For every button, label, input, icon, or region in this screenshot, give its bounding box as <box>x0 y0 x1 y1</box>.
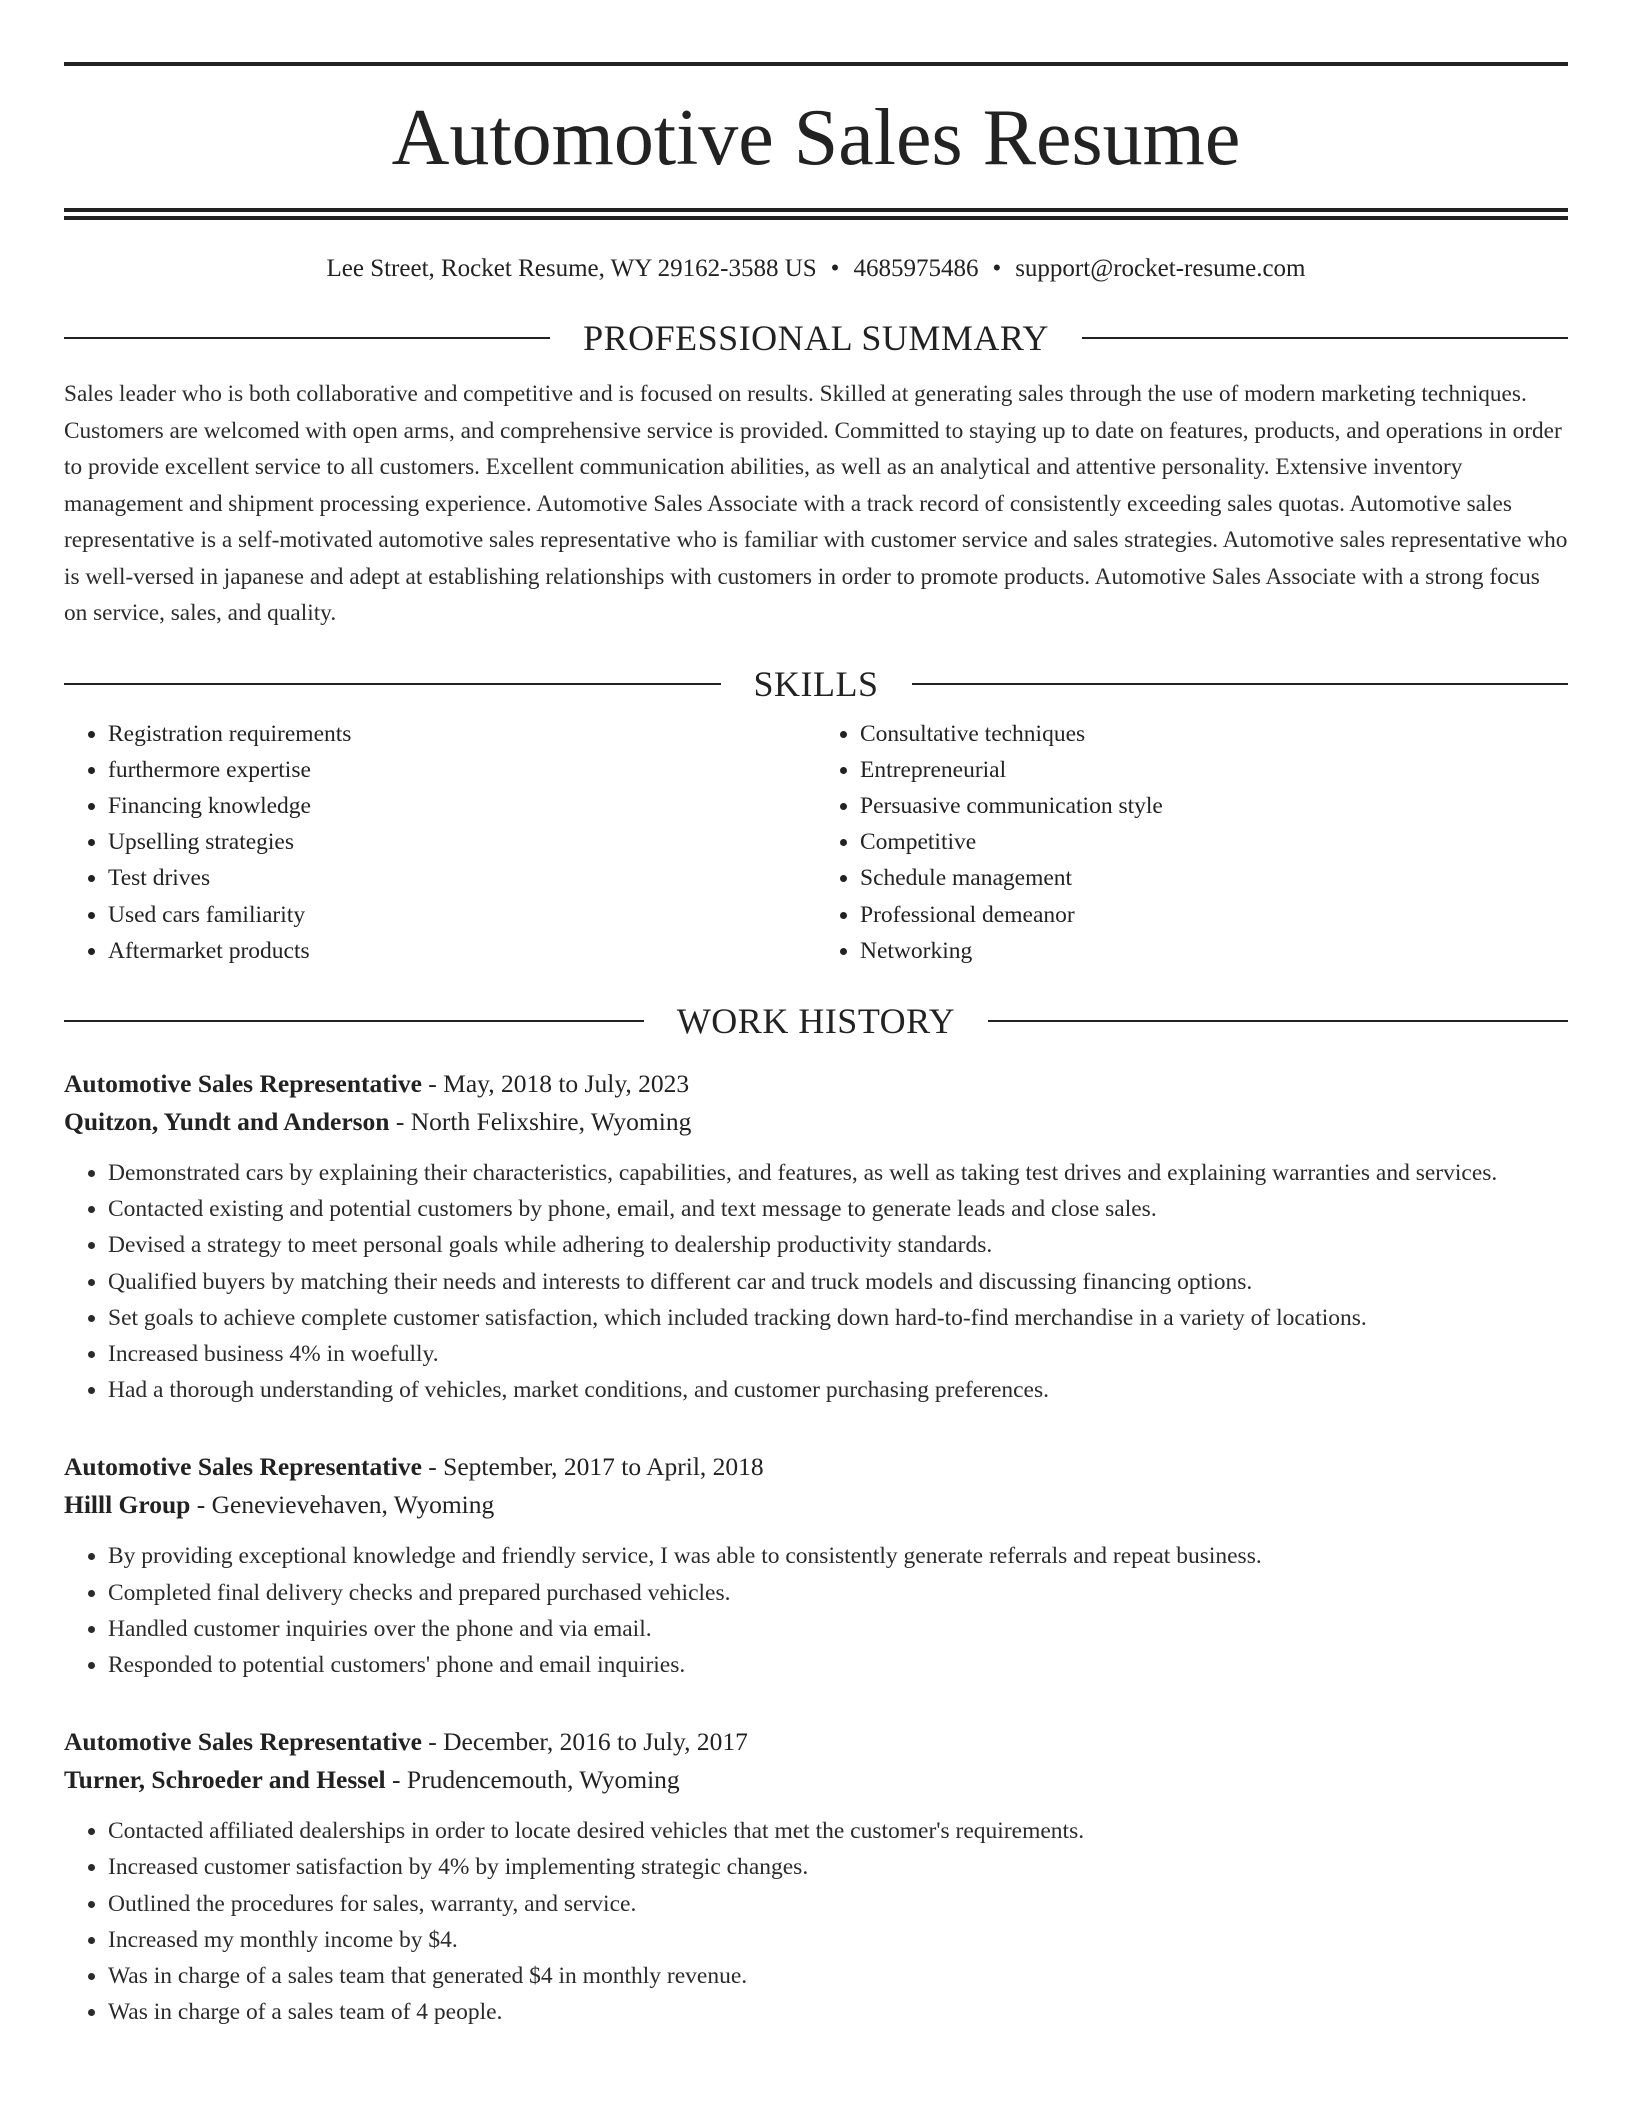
skill-item: • furthermore expertise <box>108 752 816 788</box>
skill-item: • Test drives <box>108 860 816 896</box>
job-bullet: • Had a thorough understanding of vehicles, market conditions, and customer purchasing preferences. <box>108 1372 1568 1408</box>
skill-item: • Upselling strategies <box>108 824 816 860</box>
job-entry <box>64 1065 1568 1408</box>
job-bullet: • Was in charge of a sales team of 4 people. <box>108 1994 1568 2030</box>
skills-heading-label: SKILLS <box>753 663 879 704</box>
job-header <box>64 1723 1568 1799</box>
contact-separator: • <box>992 255 1002 282</box>
job-dates: December, 2016 to July, 2017 <box>443 1727 748 1757</box>
resume-title: Automotive Sales Resume <box>391 94 1241 182</box>
title-double-rule <box>64 208 1568 220</box>
job-bullet: • Contacted affiliated dealerships in order to locate desired vehicles that met the customer's requirements. <box>108 1813 1568 1849</box>
skill-item: • Registration requirements <box>108 716 816 752</box>
summary-heading-label: PROFESSIONAL SUMMARY <box>583 318 1049 358</box>
skills-column-left <box>64 716 816 969</box>
heading-rule-right <box>988 1020 1568 1022</box>
job-bullet: • Completed final delivery checks and prepared purchased vehicles. <box>108 1575 1568 1611</box>
contact-address: Lee Street, Rocket Resume, WY 29162-3588 US <box>326 255 817 282</box>
skill-item: • Schedule management <box>860 860 1568 896</box>
job-dash: - <box>190 1490 212 1520</box>
job-title: Automotive Sales Representative <box>64 1452 422 1482</box>
job-bullet: • Set goals to achieve complete customer satisfaction, which included tracking down hard-to-find merchandise in a variety of locations. <box>108 1300 1568 1336</box>
job-dash: - <box>385 1765 407 1795</box>
job-bullet: • By providing exceptional knowledge and friendly service, I was able to consistently generate referrals and repeat business. <box>108 1538 1568 1574</box>
summary-heading <box>64 318 1568 358</box>
job-bullets <box>64 1813 1568 2030</box>
heading-rule-right <box>912 683 1569 685</box>
top-rule <box>64 62 1568 66</box>
skills-column-right <box>816 716 1568 969</box>
job-dash: - <box>389 1106 411 1136</box>
job-header <box>64 1065 1568 1141</box>
job-dates: September, 2017 to April, 2018 <box>443 1452 764 1482</box>
job-title: Automotive Sales Representative <box>64 1727 422 1757</box>
heading-rule-left <box>64 1020 644 1022</box>
job-bullet: • Demonstrated cars by explaining their characteristics, capabilities, and features, as well as taking test drives and explaining warranties and services. <box>108 1155 1568 1191</box>
skill-item: • Consultative techniques <box>860 716 1568 752</box>
job-dash: - <box>421 1068 444 1098</box>
skill-item: • Competitive <box>860 824 1568 860</box>
heading-rule-right <box>1082 337 1568 339</box>
job-title: Automotive Sales Representative <box>64 1068 422 1098</box>
skill-item: • Aftermarket products <box>108 933 816 969</box>
job-bullet: • Increased my monthly income by $4. <box>108 1922 1568 1958</box>
job-bullet: • Contacted existing and potential customers by phone, email, and text message to generate leads and close sales. <box>108 1191 1568 1227</box>
work-history-heading <box>64 1001 1568 1041</box>
contact-email[interactable]: support@rocket-resume.com <box>1015 255 1306 282</box>
summary-text: Sales leader who is both collaborative and competitive and is focused on results. Skilled at generating sales through the use of modern marketing techniques. Customers are welcomed with open arms, and comprehensive service is provided. Committed to staying up to date on features, products, and operations in order to provide excellent service to all customers. Excellent communication abilities, as well as an analytical and attentive personality. Extensive inventory management and shipment processing experience. Automotive Sales Associate with a track record of consistently exceeding sales quotas. Automotive sales representative is a self-motivated automotive sales representative who is familiar with customer service and sales strategies. Automotive sales representative who is well-versed in japanese and adept at establishing relationships with customers in order to promote products. Automotive Sales Associate with a strong focus on service, sales, and quality. <box>64 381 1568 626</box>
job-company-line <box>64 1486 1568 1524</box>
skill-item: • Entrepreneurial <box>860 752 1568 788</box>
job-dash: - <box>421 1452 444 1482</box>
skill-item: • Used cars familiarity <box>108 897 816 933</box>
skill-item: • Networking <box>860 933 1568 969</box>
job-dash: - <box>421 1727 444 1757</box>
job-company-line <box>64 1761 1568 1799</box>
job-bullet: • Qualified buyers by matching their needs and interests to different car and truck models and discussing financing options. <box>108 1264 1568 1300</box>
job-company: Turner, Schroeder and Hessel <box>64 1765 386 1795</box>
job-location: Genevievehaven, Wyoming <box>211 1490 495 1520</box>
skill-item: • Persuasive communication style <box>860 788 1568 824</box>
job-entry <box>64 1723 1568 2030</box>
skills-list <box>64 716 1568 969</box>
job-bullet: • Responded to potential customers' phone and email inquiries. <box>108 1647 1568 1683</box>
contact-phone[interactable]: 4685975486 <box>853 255 979 282</box>
job-company-line <box>64 1103 1568 1141</box>
job-location: Prudencemouth, Wyoming <box>406 1765 680 1795</box>
job-title-line <box>64 1448 1568 1486</box>
job-company: Hilll Group <box>64 1490 191 1520</box>
contact-separator: • <box>830 255 840 282</box>
skill-item: • Professional demeanor <box>860 897 1568 933</box>
skills-heading <box>64 664 1568 704</box>
job-header <box>64 1448 1568 1524</box>
skill-item: • Financing knowledge <box>108 788 816 824</box>
job-bullet: • Handled customer inquiries over the phone and via email. <box>108 1611 1568 1647</box>
job-title-line <box>64 1723 1568 1761</box>
job-bullets <box>64 1155 1568 1408</box>
job-bullet: • Devised a strategy to meet personal goals while adhering to dealership productivity standards. <box>108 1227 1568 1263</box>
job-bullet: • Was in charge of a sales team that generated $4 in monthly revenue. <box>108 1958 1568 1994</box>
heading-rule-left <box>64 337 550 339</box>
job-title-line <box>64 1065 1568 1103</box>
heading-rule-left <box>64 683 721 685</box>
job-dates: May, 2018 to July, 2023 <box>443 1068 690 1098</box>
job-company: Quitzon, Yundt and Anderson <box>64 1106 390 1136</box>
work-history-heading-label: WORK HISTORY <box>676 1000 956 1041</box>
job-bullets <box>64 1538 1568 1683</box>
job-entry <box>64 1448 1568 1683</box>
job-bullet: • Outlined the procedures for sales, warranty, and service. <box>108 1886 1568 1922</box>
contact-line <box>64 252 1568 286</box>
job-location: North Felixshire, Wyoming <box>410 1106 692 1136</box>
job-bullet: • Increased business 4% in woefully. <box>108 1336 1568 1372</box>
job-bullet: • Increased customer satisfaction by 4% by implementing strategic changes. <box>108 1849 1568 1885</box>
